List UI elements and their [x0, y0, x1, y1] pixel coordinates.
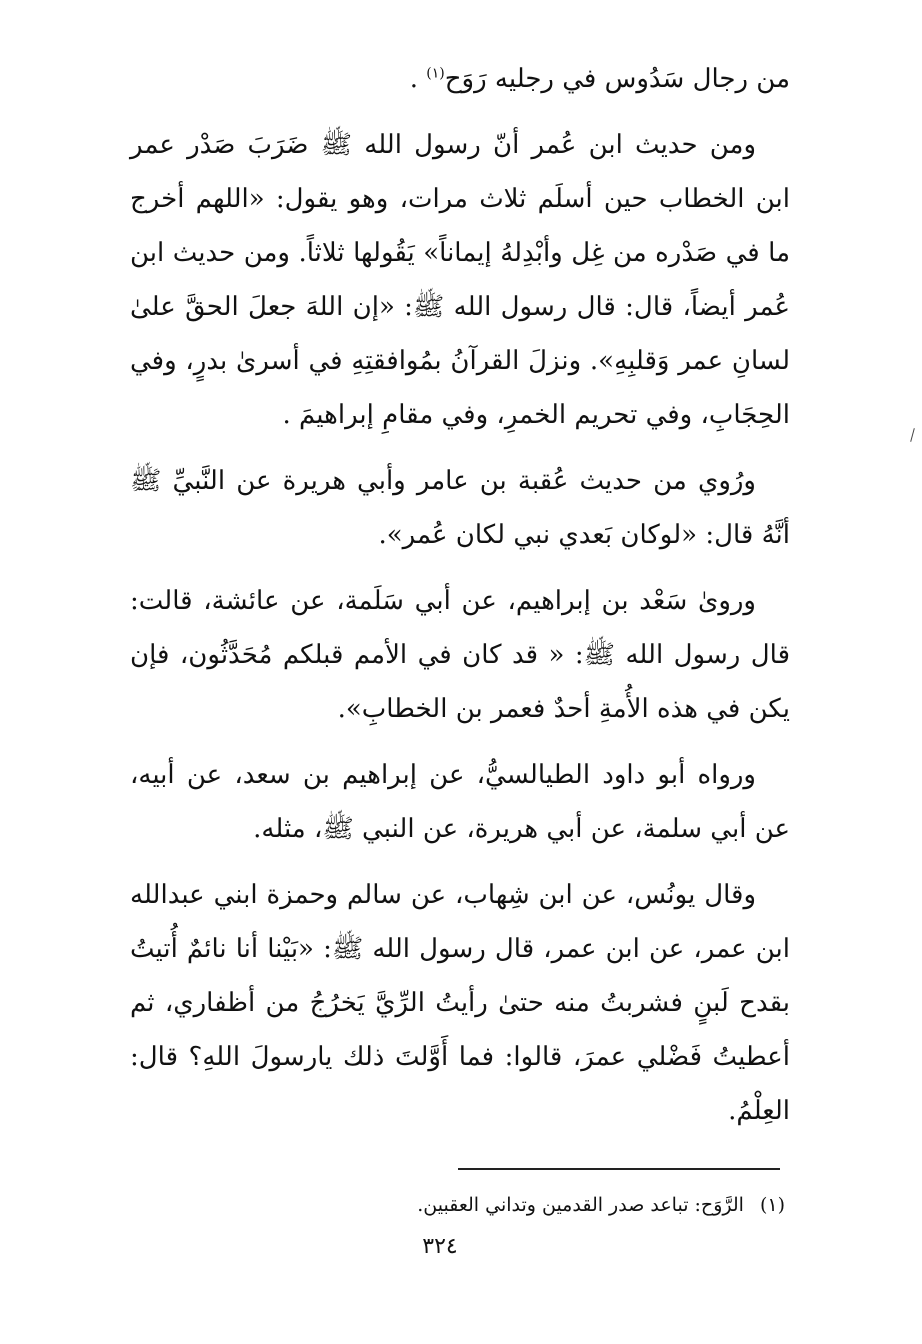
- footnote-number: (١): [759, 1194, 785, 1216]
- paragraph-1-text: من رجال سَدُوس في رجليه رَوَح: [444, 64, 790, 94]
- footnote-divider: [458, 1168, 780, 1170]
- footnote-reference: (١): [426, 65, 445, 82]
- margin-mark: [910, 428, 915, 442]
- footnote: [130, 1190, 785, 1220]
- paragraph-4: ورویٰ سَعْد بن إبراهيم، عن أبي سَلَمة، عن عائشة، قالت: قال رسول الله ﷺ: « قد كان في الأمم قبلكم مُحَدَّثُون، فإن يكن في هذه الأُمةِ أحدٌ فعمر بن الخطابِ».: [130, 586, 790, 724]
- footnote-text: الرَّوَح: تباعد صدر القدمين وتداني العقبين.: [417, 1194, 744, 1216]
- paragraph-3: ورُوي من حديث عُقبة بن عامر وأبي هريرة عن النَّبيِّ ﷺ أنَّهُ قال: «لوكان بَعدي نبي لكان عُمر».: [130, 466, 790, 550]
- paragraph-1: [130, 52, 790, 106]
- page-number: ٣٢٤: [422, 1234, 458, 1259]
- paragraph-6: وقال يونُس، عن ابن شِهاب، عن سالم وحمزة ابني عبدالله ابن عمر، عن ابن عمر، قال رسول الله ﷺ: «بَيْنا أنا نائمٌ أُتيتُ بقدح لَبنٍ فشربتُ منه حتىٰ رأيتُ الرِّيَّ يَخرُجُ من أظفاري، ثم أعطيتُ فَضْلي عمرَ، قالوا: فما أَوَّلتَ ذلك يارسولَ اللهِ؟ قال: العِلْمُ.: [130, 880, 790, 1126]
- paragraph-1-tail: .: [409, 64, 427, 94]
- main-text: [130, 52, 790, 1150]
- paragraph-2: ومن حديث ابن عُمر أنّ رسول الله ﷺ ضَرَبَ صَدْر عمر ابن الخطاب حين أسلَم ثلاث مرات، وهو يقول: «اللهم أخرج ما في صَدْره من غِل وأبْدِلهُ إيماناً» يَقُولها ثلاثاً. ومن حديث ابن عُمر أيضاً، قال: قال رسول الله ﷺ: «إن اللهَ جعلَ الحقَّ علىٰ لسانِ عمر وَقلبِهِ». ونزلَ القرآنُ بمُوافقتِهِ في أسرىٰ بدرٍ، وفي الحِجَابِ، وفي تحريم الخمرِ، وفي مقامِ إبراهيمَ .: [130, 130, 790, 430]
- paragraph-5: ورواه أبو داود الطيالسيُّ، عن إبراهيم بن سعد، عن أبيه، عن أبي سلمة، عن أبي هريرة، عن النبي ﷺ، مثله.: [130, 760, 790, 844]
